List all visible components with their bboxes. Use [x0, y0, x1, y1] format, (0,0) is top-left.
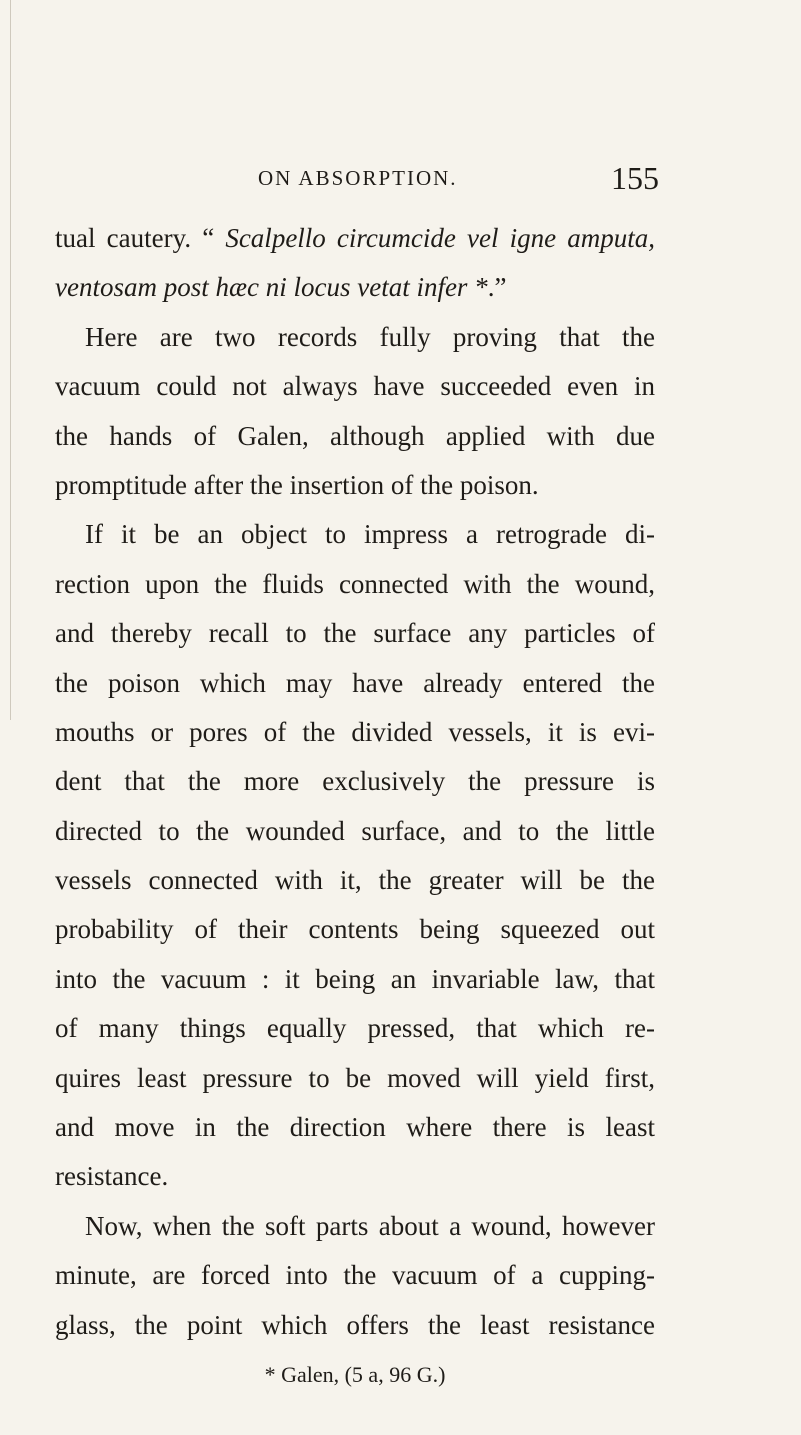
- page-gutter-edge: [0, 0, 11, 720]
- text-line: glass, the point which offers the least resistance: [55, 1309, 655, 1340]
- text-line: directed to the wounded surface, and to the little: [55, 815, 655, 846]
- text-line: into the vacuum : it being an invariable law, that: [55, 963, 655, 994]
- text-line: vessels connected with it, the greater will be the: [55, 865, 655, 896]
- text-line: the hands of Galen, although applied with due: [55, 420, 655, 451]
- page-number: 155: [611, 160, 659, 196]
- running-head: ON ABSORPTION.: [258, 166, 458, 190]
- text-line: and move in the direction where there is least: [55, 1112, 655, 1143]
- text-line: promptitude after the insertion of the poison.: [55, 469, 539, 500]
- paragraph-start-line: If it be an object to impress a retrograde di-: [85, 519, 655, 550]
- text-line: dent that the more exclusively the pressure is: [55, 766, 655, 797]
- text-line: quires least pressure to be moved will yield first,: [55, 1062, 655, 1093]
- text-line: probability of their contents being squeezed out: [55, 914, 655, 945]
- footnote: * Galen, (5 a, 96 G.): [264, 1361, 446, 1387]
- text-line: rection upon the fluids connected with the wound,: [55, 568, 655, 599]
- paragraph-start-line: Now, when the soft parts about a wound, however: [85, 1210, 655, 1241]
- body-text: [55, 214, 655, 1399]
- page-header: [0, 160, 801, 200]
- paragraph-start-line: Here are two records fully proving that the: [85, 321, 655, 352]
- text-line: the poison which may have already entered the: [55, 667, 655, 698]
- text-line: tual cautery. “ Scalpello circumcide vel igne amputa,: [55, 223, 655, 253]
- text-line: vacuum could not always have succeeded even in: [55, 371, 655, 402]
- text-line: of many things equally pressed, that which re-: [55, 1013, 655, 1044]
- text-line: and thereby recall to the surface any particles of: [55, 618, 655, 649]
- text-line: minute, are forced into the vacuum of a cupping-: [55, 1260, 655, 1291]
- text-line: ventosam post hæc ni locus vetat infer *.”: [55, 272, 507, 303]
- text-line: mouths or pores of the divided vessels, it is evi-: [55, 716, 655, 747]
- text-line: resistance.: [55, 1161, 169, 1192]
